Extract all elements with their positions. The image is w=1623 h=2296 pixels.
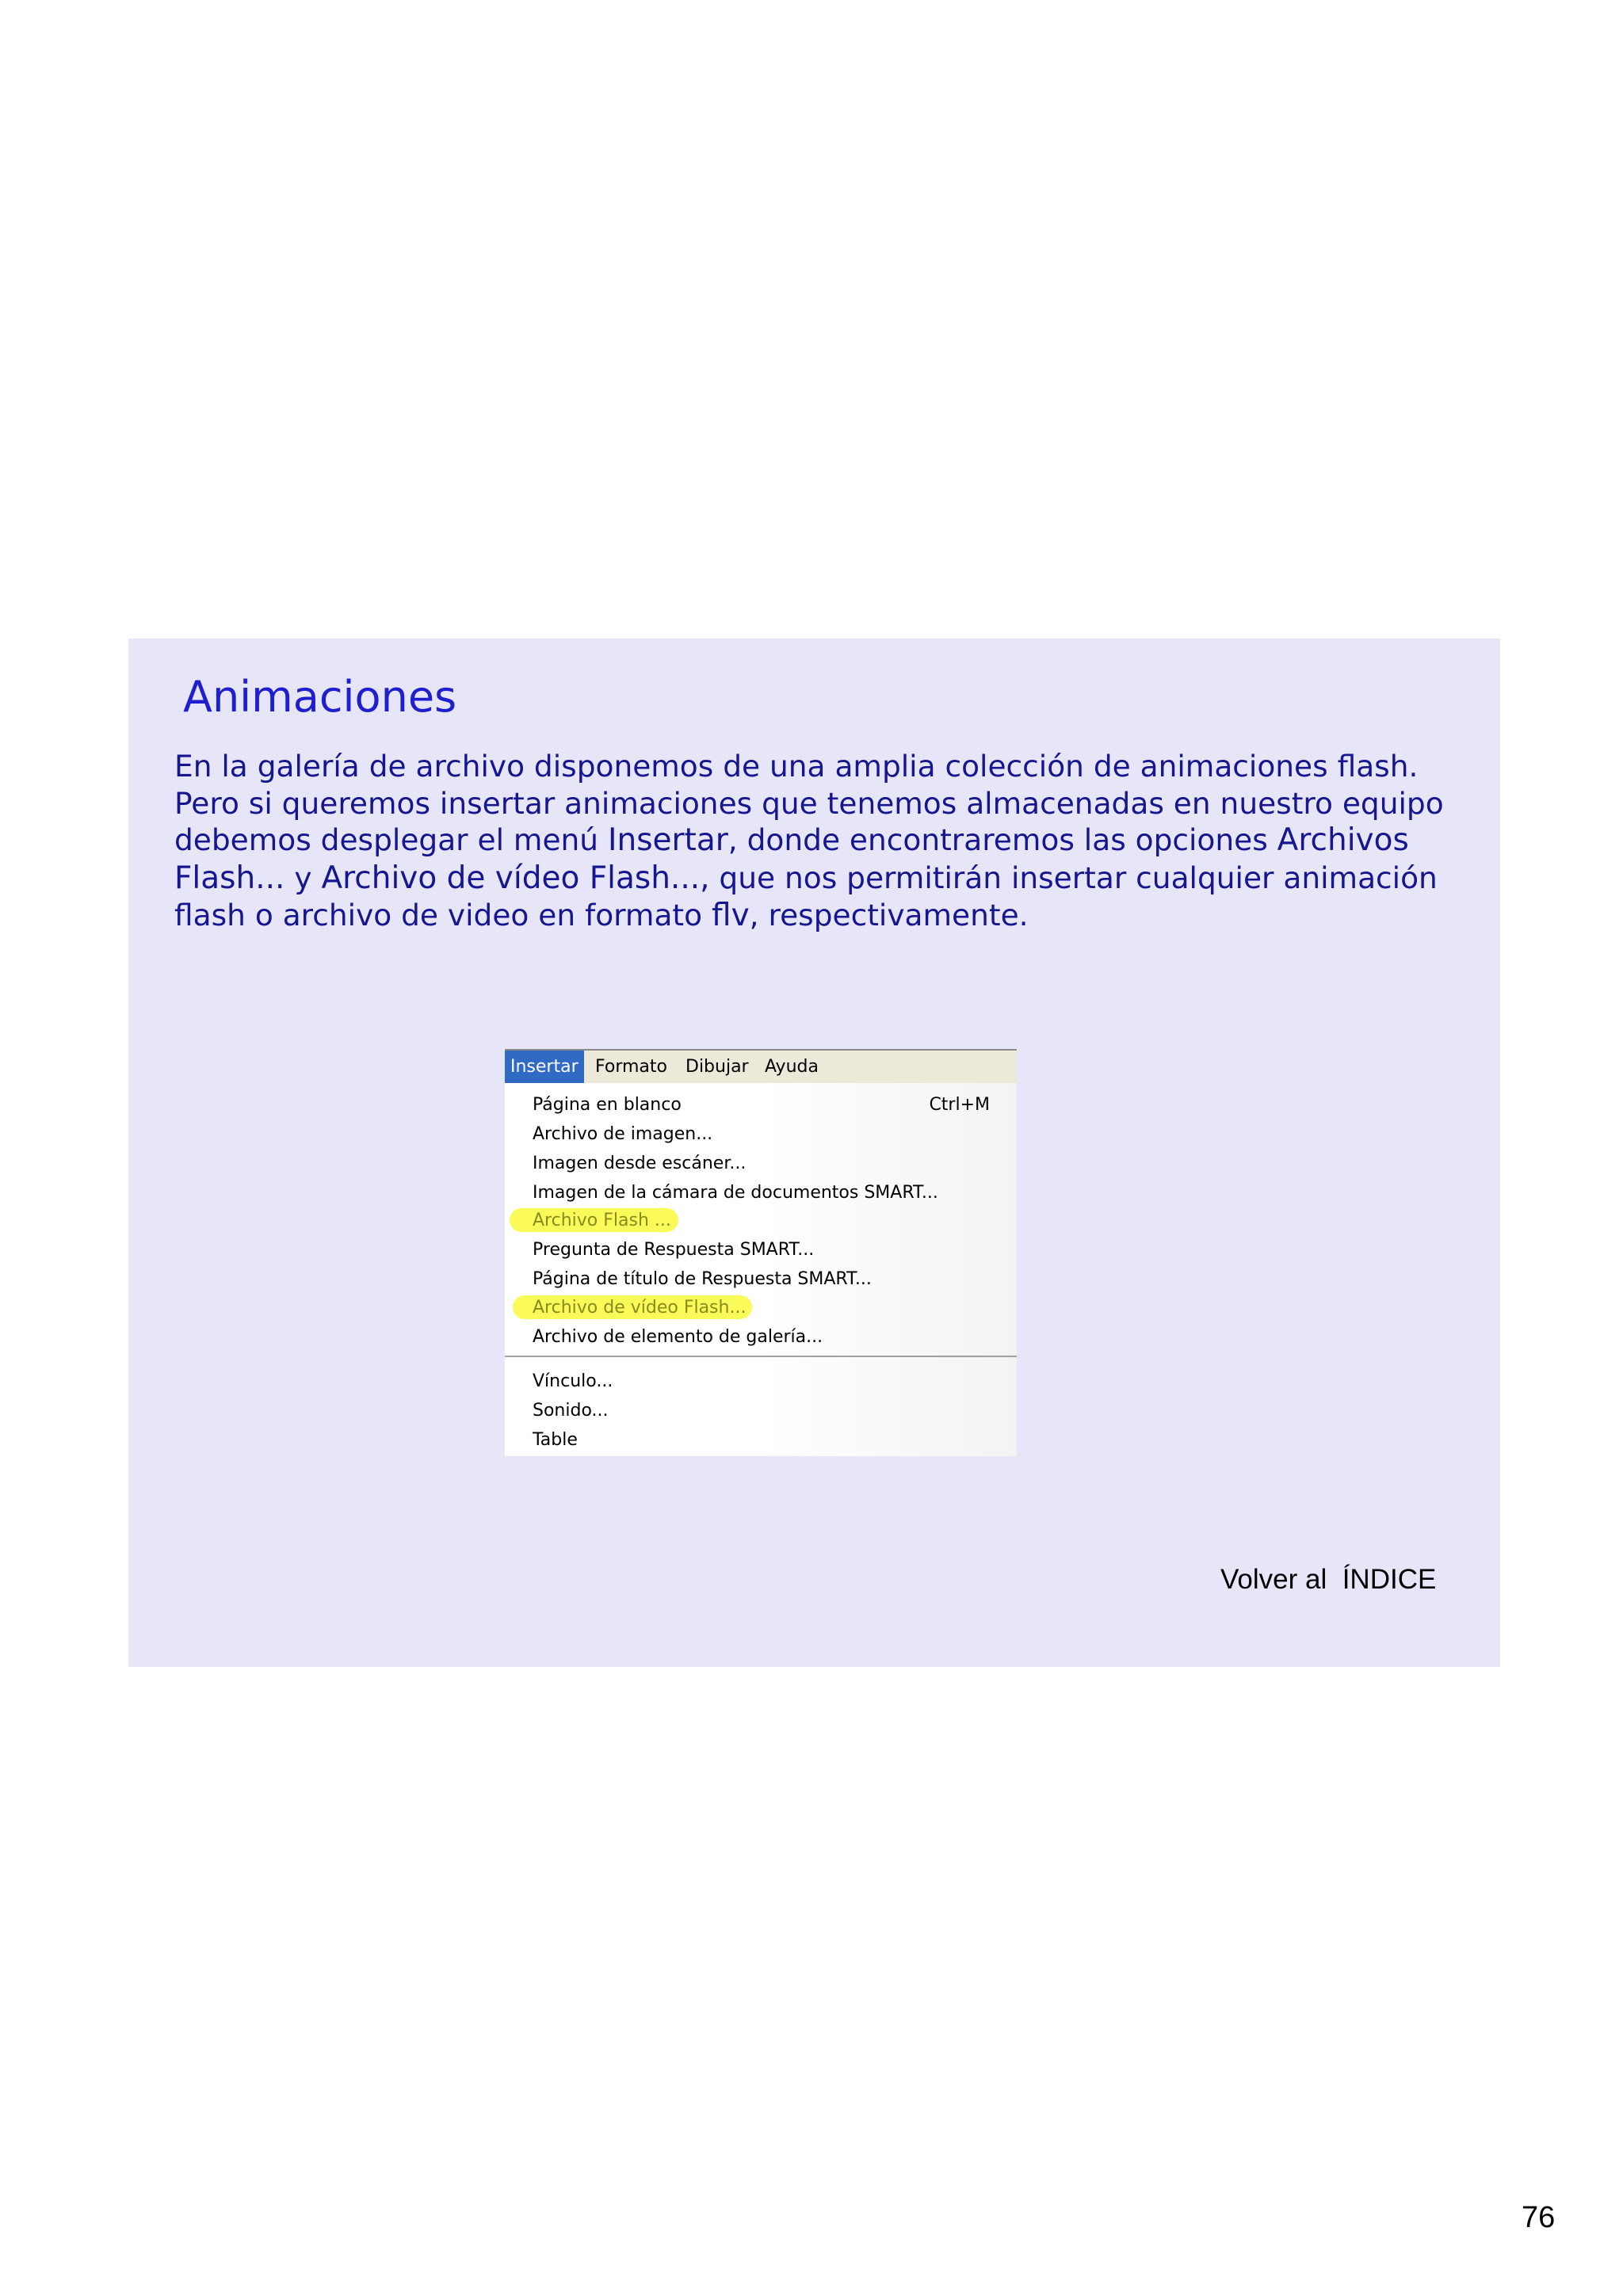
menu-item-sonido[interactable]: Sonido... bbox=[533, 1401, 609, 1421]
menu-item-imagen-desde-escaner[interactable]: Imagen desde escáner... bbox=[533, 1154, 747, 1173]
menu-item-imagen-camara-smart[interactable]: Imagen de la cámara de documentos SMART... bbox=[533, 1183, 938, 1203]
menu-item-pagina-titulo-respuesta-smart[interactable]: Página de título de Respuesta SMART... bbox=[533, 1269, 872, 1289]
menu-name: Insertar bbox=[607, 822, 728, 858]
format-name: flv bbox=[712, 898, 750, 933]
menu-item-archivo-de-imagen[interactable]: Archivo de imagen... bbox=[533, 1124, 713, 1144]
menu-item-archivo-elemento-galeria[interactable]: Archivo de elemento de galería... bbox=[533, 1327, 823, 1347]
back-to-index bbox=[1220, 1563, 1436, 1596]
body-paragraph bbox=[174, 748, 1474, 935]
menubar bbox=[505, 1049, 1017, 1083]
slide-title: Animaciones bbox=[183, 672, 457, 722]
menu-item-pregunta-respuesta-smart[interactable]: Pregunta de Respuesta SMART... bbox=[533, 1240, 815, 1260]
back-link-prefix: Volver al bbox=[1220, 1564, 1335, 1595]
insert-menu-screenshot bbox=[505, 1049, 1017, 1456]
option-archivos-flash: Archivos Flash... bbox=[174, 822, 1409, 896]
menu-item-table[interactable]: Table bbox=[533, 1430, 578, 1450]
paragraph-part-2: , donde encontraremos las opciones bbox=[727, 822, 1277, 857]
menubar-insertar[interactable]: Insertar bbox=[505, 1051, 584, 1083]
option-archivo-video-flash: Archivo de vídeo Flash..., bbox=[321, 860, 710, 896]
menu-item-vinculo[interactable]: Vínculo... bbox=[533, 1371, 613, 1391]
menubar-ayuda[interactable]: Ayuda bbox=[765, 1057, 819, 1077]
menu-item-pagina-en-blanco[interactable]: Página en blanco bbox=[533, 1095, 682, 1115]
paragraph-part-1: En la galería de archivo disponemos de una amplia colección de animaciones flash. Pero si queremos insertar animaciones que tenemos almacenadas en nuestro equipo debemos desplegar el menú bbox=[174, 749, 1444, 857]
paragraph-part-4: que nos permitirán insertar cualquier animación flash o archivo de video en formato bbox=[174, 860, 1438, 933]
menu-item-archivo-flash[interactable]: Archivo Flash ... bbox=[533, 1211, 671, 1230]
menu-separator bbox=[505, 1356, 1017, 1357]
menubar-formato[interactable]: Formato bbox=[595, 1057, 667, 1077]
paragraph-part-5: , respectivamente. bbox=[749, 898, 1029, 933]
page-number: 76 bbox=[1522, 2201, 1556, 2234]
index-link[interactable]: ÍNDICE bbox=[1342, 1564, 1437, 1595]
menubar-dibujar[interactable]: Dibujar bbox=[685, 1057, 749, 1077]
paragraph-part-3: y bbox=[285, 860, 322, 895]
menu-item-archivo-video-flash[interactable]: Archivo de vídeo Flash... bbox=[533, 1298, 747, 1318]
shortcut-ctrl-m: Ctrl+M bbox=[929, 1095, 990, 1115]
